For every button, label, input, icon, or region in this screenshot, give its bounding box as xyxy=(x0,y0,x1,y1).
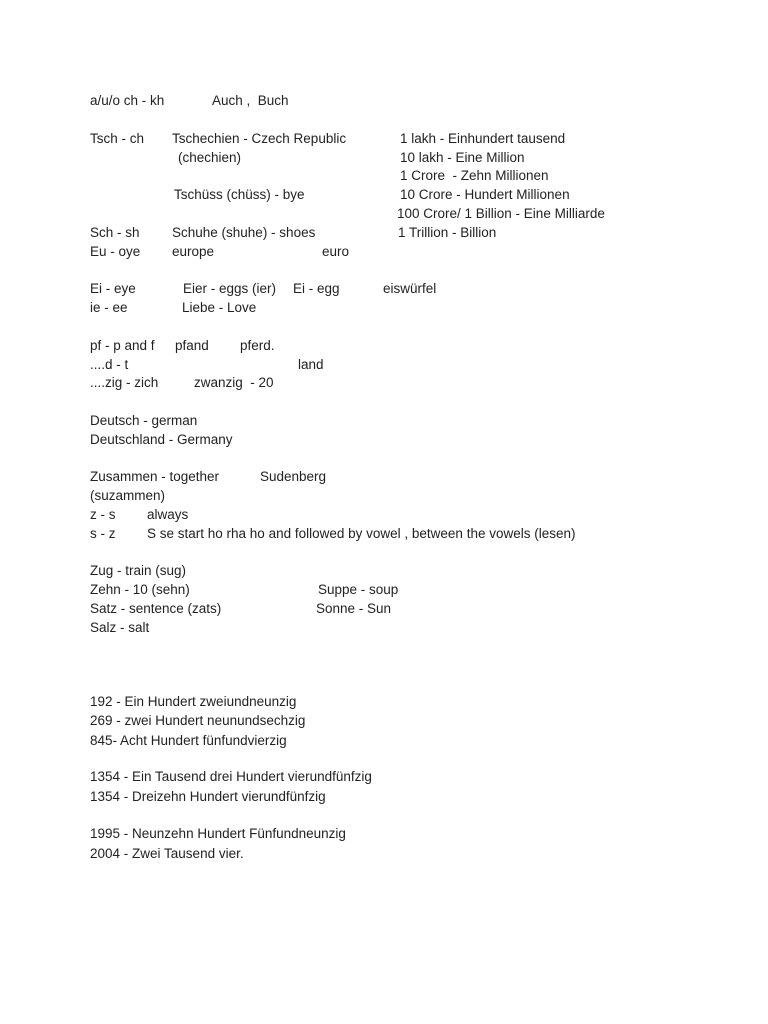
example-pferd: pferd. xyxy=(240,338,275,353)
example-eier: Eier - eggs (ier) xyxy=(183,281,277,296)
number-10-crore: 10 Crore - Hundert Millionen xyxy=(400,187,570,202)
example-tschechien: Tschechien - Czech Republic xyxy=(172,131,347,146)
rule-sch: Sch - sh xyxy=(90,225,140,240)
number-10-lakh: 10 lakh - Eine Million xyxy=(400,150,525,165)
example-auch-buch: Auch , Buch xyxy=(212,93,289,108)
example-liebe: Liebe - Love xyxy=(182,300,257,315)
number-100-crore: 100 Crore/ 1 Billion - Eine Milliarde xyxy=(397,206,605,221)
rule-s-z: s - z xyxy=(90,526,116,541)
note-always: always xyxy=(147,507,189,522)
word-salz: Salz - salt xyxy=(90,620,150,635)
word-deutsch: Deutsch - german xyxy=(90,413,198,428)
example-ei-egg: Ei - egg xyxy=(293,281,340,296)
rule-pf: pf - p and f xyxy=(90,338,155,353)
rule-ei: Ei - eye xyxy=(90,281,136,296)
word-sudenberg: Sudenberg xyxy=(260,469,327,484)
rule-z-s: z - s xyxy=(90,507,116,522)
example-land: land xyxy=(298,357,324,372)
note-s-se-start: S se start ho rha ho and followed by vowel , between the vowels (lesen) xyxy=(147,526,576,541)
number-192: 192 - Ein Hundert zweiundneunzig xyxy=(90,694,297,709)
example-euro: euro xyxy=(322,244,350,259)
rule-tsch: Tsch - ch xyxy=(90,131,145,146)
word-zusammen: Zusammen - together xyxy=(90,469,220,484)
word-sonne: Sonne - Sun xyxy=(316,601,392,616)
number-1354-dreizehn: 1354 - Dreizehn Hundert vierundfünfzig xyxy=(90,789,326,804)
rule-a-u-o-ch: a/u/o ch - kh xyxy=(90,93,165,108)
rule-d-t: ....d - t xyxy=(90,357,129,372)
example-schuhe: Schuhe (shuhe) - shoes xyxy=(172,225,316,240)
number-1-trillion: 1 Trillion - Billion xyxy=(398,225,497,240)
example-eiswurfel: eiswürfel xyxy=(383,281,437,296)
word-zug: Zug - train (sug) xyxy=(90,563,187,578)
number-1995: 1995 - Neunzehn Hundert Fünfundneunzig xyxy=(90,826,346,841)
example-europe: europe xyxy=(172,244,215,259)
number-269: 269 - zwei Hundert neunundsechzig xyxy=(90,713,306,728)
number-845: 845- Acht Hundert fünfundvierzig xyxy=(90,733,287,748)
number-1354-tausend: 1354 - Ein Tausend drei Hundert vierundfünfzig xyxy=(90,769,372,784)
number-1-lakh: 1 lakh - Einhundert tausend xyxy=(400,131,566,146)
word-suppe: Suppe - soup xyxy=(318,582,399,597)
example-tschuss: Tschüss (chüss) - bye xyxy=(174,187,305,202)
number-2004: 2004 - Zwei Tausend vier. xyxy=(90,846,244,861)
word-satz: Satz - sentence (zats) xyxy=(90,601,222,616)
number-1-crore: 1 Crore - Zehn Millionen xyxy=(400,168,549,183)
rule-zig: ....zig - zich xyxy=(90,375,159,390)
rule-ie: ie - ee xyxy=(90,300,128,315)
example-zwanzig: zwanzig - 20 xyxy=(194,375,274,390)
example-chechien: (chechien) xyxy=(178,150,242,165)
rule-eu: Eu - oye xyxy=(90,244,141,259)
example-pfand: pfand xyxy=(175,338,209,353)
word-zehn: Zehn - 10 (sehn) xyxy=(90,582,190,597)
word-suzammen: (suzammen) xyxy=(90,488,166,503)
word-deutschland: Deutschland - Germany xyxy=(90,432,233,447)
